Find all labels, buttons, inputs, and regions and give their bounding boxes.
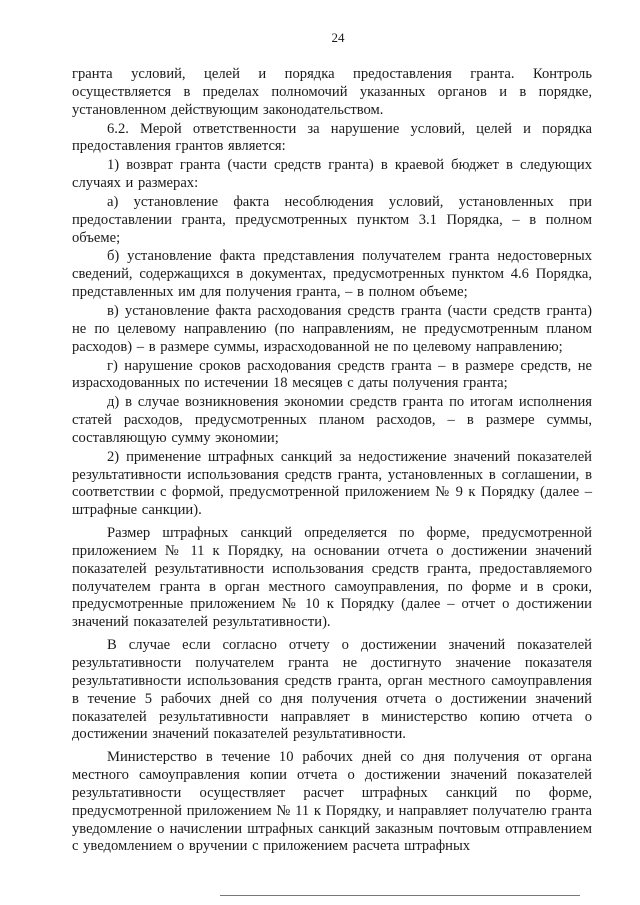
paragraph-item-g: г) нарушение сроков расходования средств гранта – в размере средств, не израсходованных по истечении 18 месяцев с даты получения гранта; bbox=[72, 357, 592, 392]
paragraph-6-2: 6.2. Мерой ответственности за нарушение условий, целей и порядка предоставления грантов является: bbox=[72, 120, 592, 155]
paragraph-item-v: в) установление факта расходования средств гранта (части средств гранта) не по целевому направлению (по направлениям, не предусмотренным планом расходов) – в размере суммы, израсходованной не по целевому направлению; bbox=[72, 302, 592, 355]
paragraph-item-a: а) установление факта несоблюдения условий, установленных при предоставлении гранта, предусмотренных пунктом 3.1 Порядка, – в полном объеме; bbox=[72, 193, 592, 246]
paragraph-not-achieved: В случае если согласно отчету о достижении значений показателей результативности получателем гранта не достигнуто значение показателя результативности использования средств гранта, орган местного самоуправления в течение 5 рабочих дней со дня получения отчета о достижении значений показателей результативности направляет в министерство копию отчета о достижении значений показателей результативности. bbox=[72, 637, 592, 743]
footer-rule bbox=[220, 895, 580, 896]
paragraph-item-b: б) установление факта представления получателем гранта недостоверных сведений, содержащихся в документах, предусмотренных пунктом 4.6 Порядка, представленных им для получения гранта, – в полном объеме; bbox=[72, 248, 592, 301]
paragraph-control-continuation: гранта условий, целей и порядка предоставления гранта. Контроль осуществляется в пределах полномочий указанных органов и в порядке, установленном действующим законодательством. bbox=[72, 66, 592, 118]
paragraph-item-d: д) в случае возникновения экономии средств гранта по итогам исполнения статей расходов, предусмотренных планом расходов, – в размере суммы, составляющую сумму экономии; bbox=[72, 394, 592, 446]
paragraph-item-1: 1) возврат гранта (части средств гранта) в краевой бюджет в следующих случаях и размерах: bbox=[72, 157, 592, 192]
page-number: 24 bbox=[331, 30, 345, 45]
paragraph-penalty-size: Размер штрафных санкций определяется по форме, предусмотренной приложением № 11 к Порядку, на основании отчета о достижении значений показателей результативности использования средств гранта, предоставляемого получателем гранта в орган местного самоуправления, по форме и в сроки, предусмотренные приложением № 10 к Порядку (далее – отчет о достижении значений показателей результативности). bbox=[72, 525, 592, 631]
paragraph-item-2: 2) применение штрафных санкций за недостижение значений показателей результативности использования средств гранта, установленных в соглашении, в соответствии с формой, предусмотренной приложением № 9 к Порядку (далее – штрафные санкции). bbox=[72, 448, 592, 519]
paragraph-ministry-calculation: Министерство в течение 10 рабочих дней со дня получения от органа местного самоуправления копии отчета о достижении значений показателей результативности осуществляет расчет штрафных санкций по форме, предусмотренной приложением № 11 к Порядку, и направляет получателю гранта уведомление о начислении штрафных санкций заказным почтовым отправлением с уведомлением о вручении с приложением расчета штрафных bbox=[72, 749, 592, 855]
